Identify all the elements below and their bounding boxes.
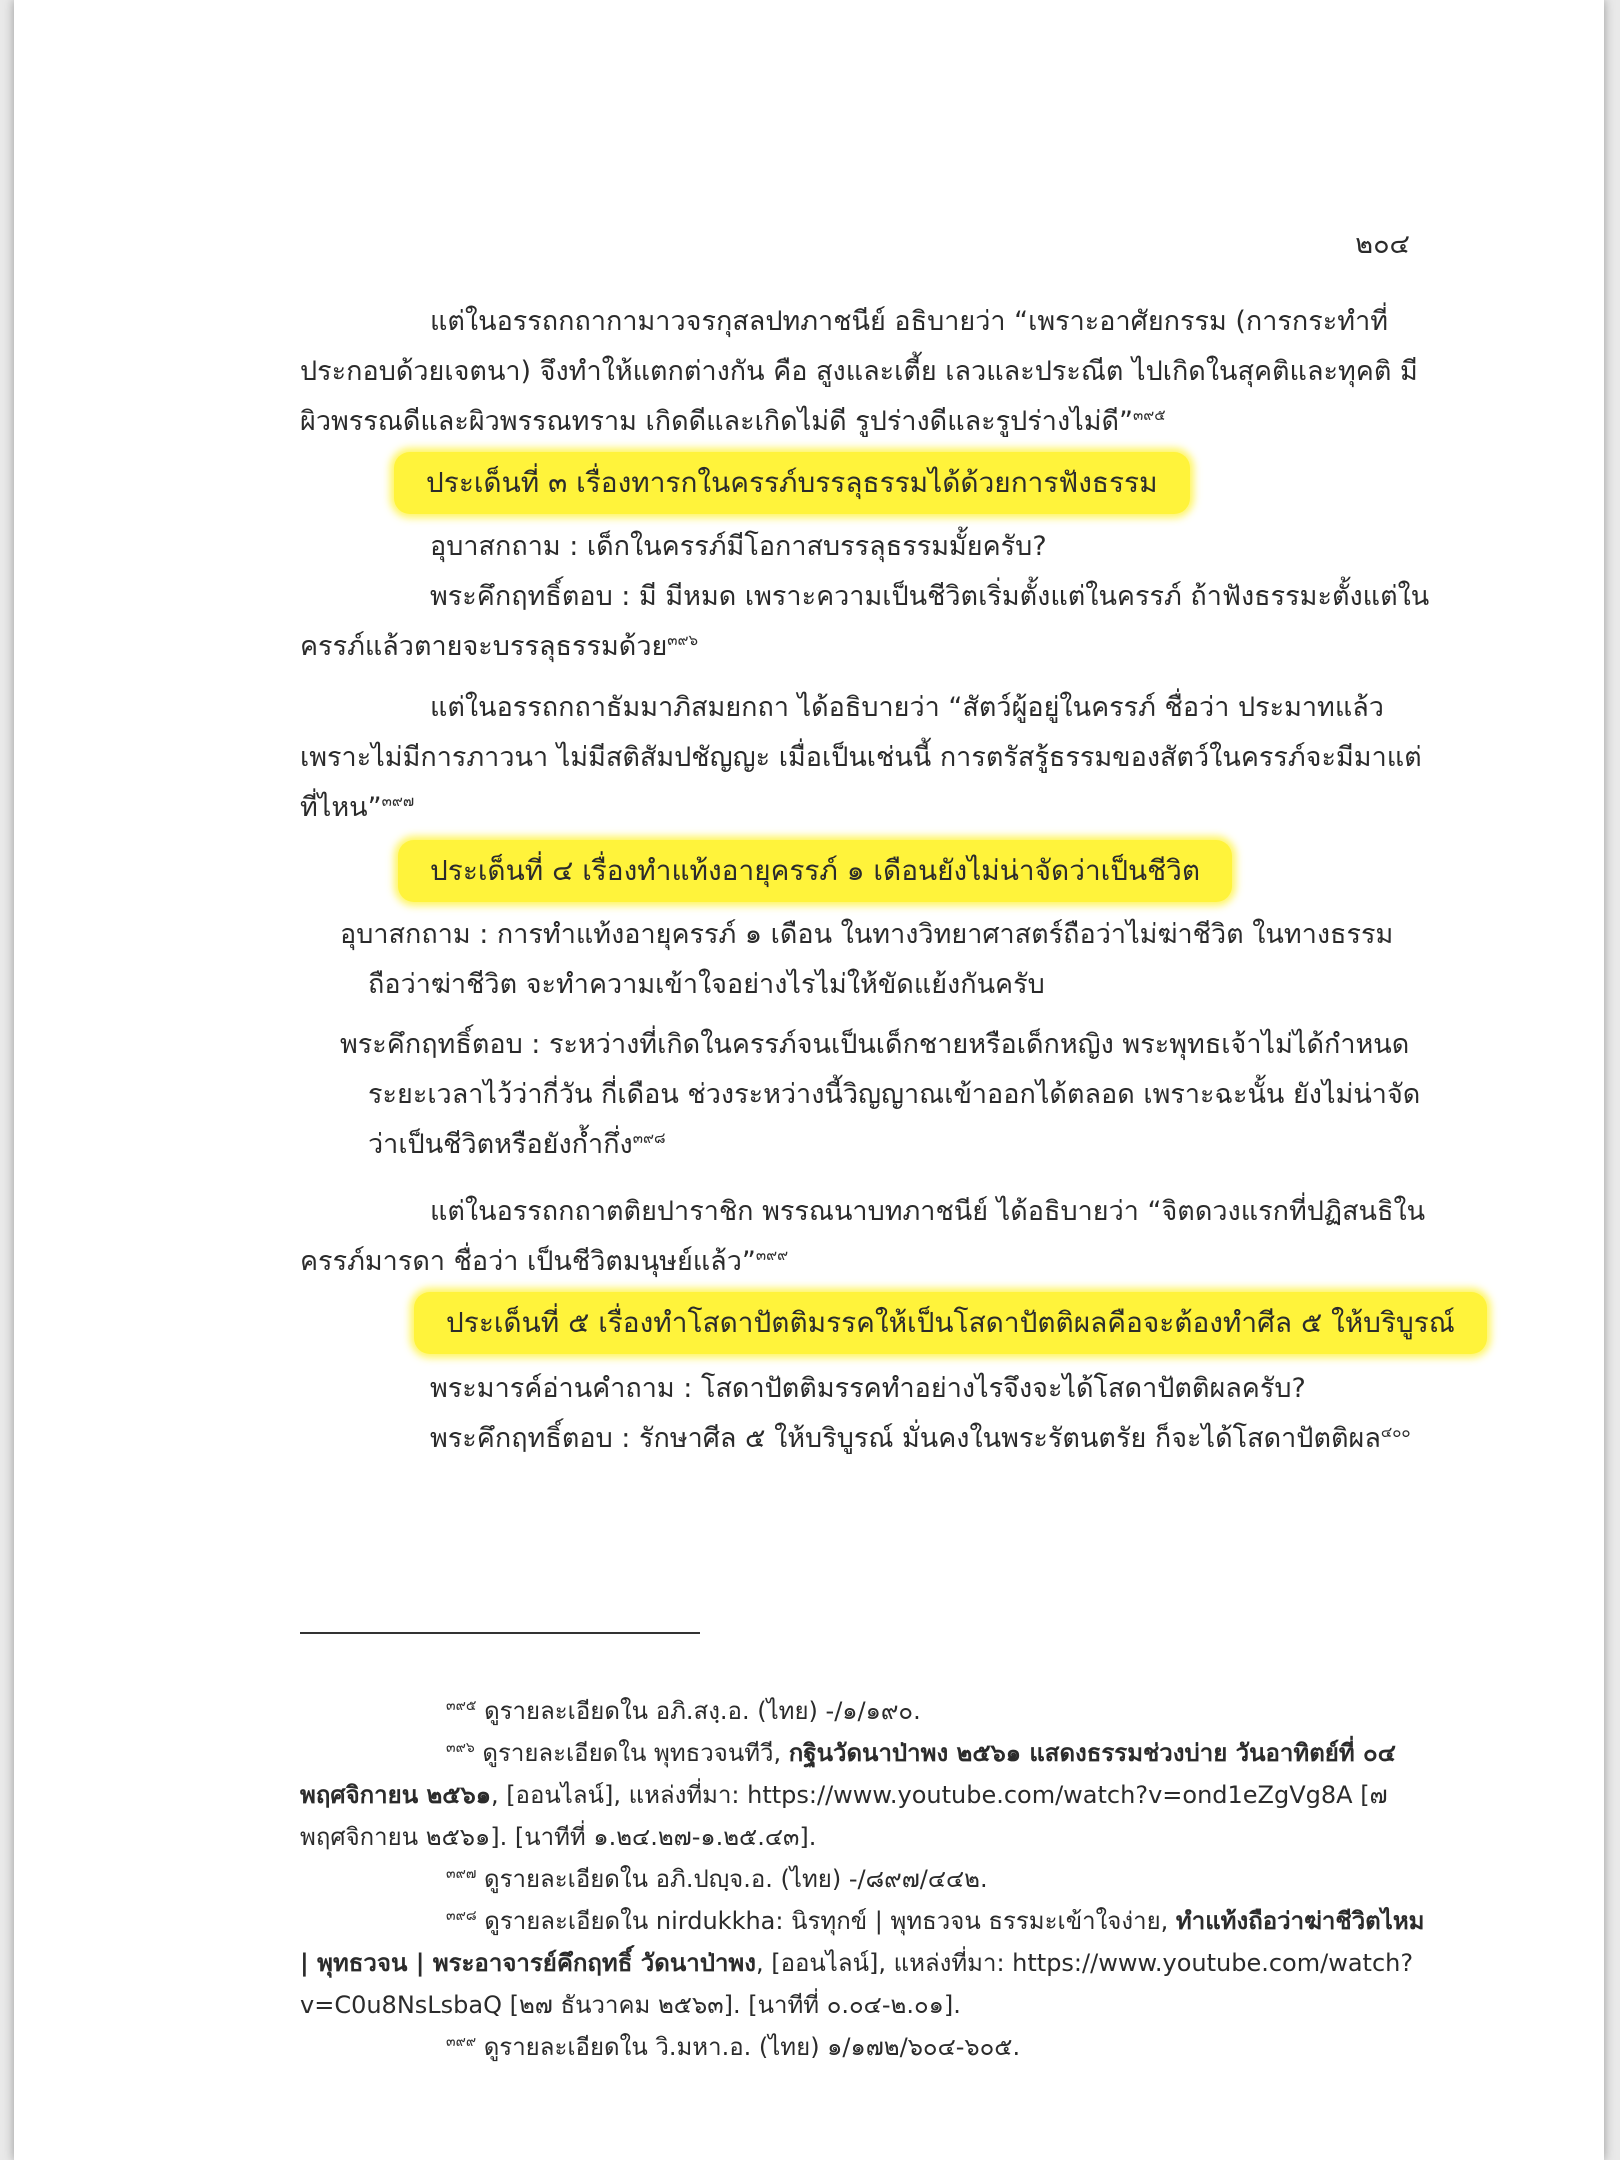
dialogue-issue-5 [300,1364,1432,1464]
paragraph-womb [300,683,1432,833]
footnote-number: ๓๙๕ [446,1698,477,1714]
footnote-number: ๓๙๖ [446,1740,475,1756]
dialogue-issue-4 [300,910,1432,1170]
footnote-397 [300,1858,1432,1900]
footnote-text: , [ออนไลน์], แหล่งที่มา: https://www.youtube.com/watch?v=C0u8NsLsbaQ [๒๗ ธันวาคม ๒๕๖๓]. [นาทีที่ ๐.๐๔-๒.๐๑]. [300,1949,1414,2019]
footnote-ref: ๓๙๕ [1133,406,1166,424]
issue-3-heading: ประเด็นที่ ๓ เรื่องทารกในครรภ์บรรลุธรรมได้ด้วยการฟังธรรม [394,452,1190,514]
footnote-number: ๓๙๘ [446,1908,477,1924]
issue-4-heading: ประเด็นที่ ๔ เรื่องทำแท้งอายุครรภ์ ๑ เดือนยังไม่น่าจัดว่าเป็นชีวิต [398,840,1232,902]
paragraph-text: แต่ในอรรถกถากามาวจรกุสลปทภาชนีย์ อธิบายว่า “เพราะอาศัยกรรม (การกระทำที่ประกอบด้วยเจตนา) จึงทำให้แตกต่างกัน คือ สูงและเตี้ย เลวและประณีต ไปเกิดในสุคติและทุคติ มีผิวพรรณดีและผิวพรรณทราม เกิดดีและเกิดไม่ดี รูปร่างดีและรูปร่างไม่ดี” [300,306,1418,437]
footnote-text: ดูรายละเอียดใน อภิ.สงฺ.อ. (ไทย) -/๑/๑๙๐. [484,1697,921,1725]
footnote-ref: ๓๙๗ [381,792,415,810]
document-page [14,0,1604,2160]
issue-5-heading: ประเด็นที่ ๕ เรื่องทำโสดาปัตติมรรคให้เป็นโสดาปัตติผลคือจะต้องทำศีล ๕ ให้บริบูรณ์ [414,1292,1487,1354]
paragraph-karma [300,297,1432,447]
footnote-text: ดูรายละเอียดใน พุทธวจนทีวี, [482,1739,782,1767]
footnote-text: ดูรายละเอียดใน nirdukkha: นิรทุกข์ | พุทธวจน ธรรมะเข้าใจง่าย, [484,1907,1169,1935]
question-text: อุบาสกถาม : การทำแท้งอายุครรภ์ ๑ เดือน ในทางวิทยาศาสตร์ถือว่าไม่ฆ่าชีวิต ในทางธรรมถือว่าฆ่าชีวิต จะทำความเข้าใจอย่างไรไม่ให้ขัดแย้งกันครับ [340,919,1394,1000]
footnote-399 [300,2026,1432,2068]
footnote-ref: ๔๐๐ [1380,1423,1411,1441]
footnote-395 [300,1690,1432,1732]
footnote-ref: ๓๙๘ [632,1129,666,1147]
answer-text: พระคึกฤทธิ์ตอบ : มี มีหมด เพราะความเป็นชีวิตเริ่มตั้งแต่ในครรภ์ ถ้าฟังธรรมะตั้งแต่ในครรภ์แล้วตายจะบรรลุธรรมด้วย [300,581,1430,662]
paragraph-text: แต่ในอรรถกถาตติยปาราชิก พรรณนาบทภาชนีย์ ได้อธิบายว่า “จิตดวงแรกที่ปฏิสนธิในครรภ์มารดา ชื่อว่า เป็นชีวิตมนุษย์แล้ว” [300,1196,1426,1277]
footnote-text: ดูรายละเอียดใน อภิ.ปญฺจ.อ. (ไทย) -/๘๙๗/๔๔๒. [484,1865,988,1893]
footnote-396 [300,1732,1432,1858]
footnote-number: ๓๙๙ [446,2034,477,2050]
answer-text: พระคึกฤทธิ์ตอบ : รักษาศีล ๕ ให้บริบูรณ์ มั่นคงในพระรัตนตรัย ก็จะได้โสดาปัตติผล [430,1423,1381,1454]
footnote-text: , [ออนไลน์], แหล่งที่มา: https://www.youtube.com/watch?v=ond1eZgVg8A [๗ พฤศจิกายน ๒๕๖๑]. [นาทีที่ ๑.๒๔.๒๗-๑.๒๕.๔๓]. [300,1781,1388,1851]
footnote-ref: ๓๙๖ [667,631,699,649]
footnotes [300,1690,1432,2068]
footnote-title: กฐินวัดนาป่าพง ๒๕๖๑ แสดงธรรมช่วงบ่าย วันอาทิตย์ที่ ๐๔ พฤศจิกายน ๒๕๖๑ [300,1739,1396,1809]
footnote-398 [300,1900,1432,2026]
question-text: พระมารค์อ่านคำถาม : โสดาปัตติมรรคทำอย่างไรจึงจะได้โสดาปัตติผลครับ? [430,1373,1306,1404]
question-text: อุบาสกถาม : เด็กในครรภ์มีโอกาสบรรลุธรรมมั้ยครับ? [430,531,1047,562]
footnote-text: ดูรายละเอียดใน วิ.มหา.อ. (ไทย) ๑/๑๗๒/๖๐๔-๖๐๕. [483,2033,1021,2061]
footnote-number: ๓๙๗ [446,1866,477,1882]
paragraph-conception [300,1187,1432,1287]
footnote-divider [300,1632,700,1634]
footnote-title: ทำแท้งถือว่าฆ่าชีวิตไหม | พุทธวจน | พระอาจารย์คึกฤทธิ์ วัดนาป่าพง [300,1907,1425,1977]
dialogue-issue-3 [300,522,1432,672]
footnote-ref: ๓๙๙ [755,1246,789,1264]
page-number: ๒๐๔ [1355,229,1410,260]
answer-text: พระคึกฤทธิ์ตอบ : ระหว่างที่เกิดในครรภ์จนเป็นเด็กชายหรือเด็กหญิง พระพุทธเจ้าไม่ได้กำหนดระยะเวลาไว้ว่ากี่วัน กี่เดือน ช่วงระหว่างนี้วิญญาณเข้าออกได้ตลอด เพราะฉะนั้น ยังไม่น่าจัดว่าเป็นชีวิตหรือยังก้ำกึ่ง [340,1029,1421,1160]
paragraph-text: แต่ในอรรถกถาธัมมาภิสมยกถา ได้อธิบายว่า “สัตว์ผู้อยู่ในครรภ์ ชื่อว่า ประมาทแล้ว เพราะไม่มีการภาวนา ไม่มีสติสัมปชัญญะ เมื่อเป็นเช่นนี้ การตรัสรู้ธรรมของสัตว์ในครรภ์จะมีมาแต่ที่ไหน” [300,692,1422,823]
